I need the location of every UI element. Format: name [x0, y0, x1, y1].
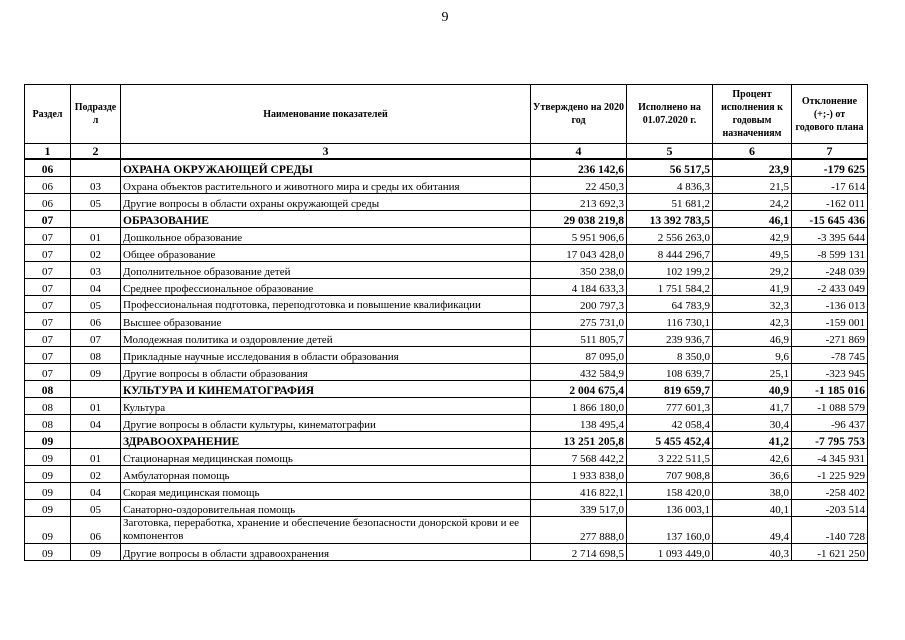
table-row	[25, 517, 868, 544]
approved-cell: 213 692,3	[531, 194, 627, 211]
table-row	[25, 245, 868, 262]
executed-cell: 777 601,3	[627, 398, 713, 415]
razdel-cell: 07	[25, 279, 71, 296]
table-row	[25, 500, 868, 517]
table-row	[25, 194, 868, 211]
indicator-name-cell: Охрана объектов растительного и животного мира и среды их обитания	[121, 177, 531, 194]
column-number: 5	[627, 144, 713, 160]
percent-cell: 42,3	[713, 313, 792, 330]
podrazdel-cell: 05	[71, 500, 121, 517]
approved-cell: 4 184 633,3	[531, 279, 627, 296]
column-number: 7	[792, 144, 868, 160]
razdel-cell: 09	[25, 449, 71, 466]
indicator-name-cell: Другие вопросы в области охраны окружающей среды	[121, 194, 531, 211]
razdel-cell: 07	[25, 313, 71, 330]
razdel-cell: 09	[25, 544, 71, 561]
podrazdel-cell: 06	[71, 313, 121, 330]
podrazdel-cell: 02	[71, 245, 121, 262]
table-row	[25, 466, 868, 483]
indicator-name-cell: Другие вопросы в области образования	[121, 364, 531, 381]
executed-cell: 56 517,5	[627, 159, 713, 177]
executed-cell: 158 420,0	[627, 483, 713, 500]
percent-cell: 46,1	[713, 211, 792, 228]
table-row	[25, 330, 868, 347]
deviation-cell: -78 745	[792, 347, 868, 364]
header-approved: Утверждено на 2020 год	[531, 85, 627, 144]
percent-cell: 40,1	[713, 500, 792, 517]
approved-cell: 277 888,0	[531, 517, 627, 544]
executed-cell: 51 681,2	[627, 194, 713, 211]
percent-cell: 23,9	[713, 159, 792, 177]
column-number-row	[25, 144, 868, 160]
deviation-cell: -258 402	[792, 483, 868, 500]
page-number: 9	[441, 10, 449, 25]
deviation-cell: -159 001	[792, 313, 868, 330]
table-row	[25, 449, 868, 466]
podrazdel-cell: 09	[71, 544, 121, 561]
percent-cell: 36,6	[713, 466, 792, 483]
percent-cell: 29,2	[713, 262, 792, 279]
executed-cell: 136 003,1	[627, 500, 713, 517]
indicator-name-cell: Дополнительное образование детей	[121, 262, 531, 279]
podrazdel-cell: 01	[71, 398, 121, 415]
approved-cell: 7 568 442,2	[531, 449, 627, 466]
percent-cell: 40,9	[713, 381, 792, 398]
executed-cell: 5 455 452,4	[627, 432, 713, 449]
deviation-cell: -2 433 049	[792, 279, 868, 296]
section-row	[25, 159, 868, 177]
podrazdel-cell: 04	[71, 279, 121, 296]
executed-cell: 707 908,8	[627, 466, 713, 483]
percent-cell: 9,6	[713, 347, 792, 364]
razdel-cell: 07	[25, 347, 71, 364]
executed-cell: 116 730,1	[627, 313, 713, 330]
percent-cell: 46,9	[713, 330, 792, 347]
indicator-name-cell: Высшее образование	[121, 313, 531, 330]
indicator-name-cell: Среднее профессиональное образование	[121, 279, 531, 296]
table-row	[25, 415, 868, 432]
razdel-cell: 08	[25, 415, 71, 432]
razdel-cell: 07	[25, 330, 71, 347]
executed-cell: 3 222 511,5	[627, 449, 713, 466]
executed-cell: 1 093 449,0	[627, 544, 713, 561]
executed-cell: 8 444 296,7	[627, 245, 713, 262]
indicator-name-cell: ОХРАНА ОКРУЖАЮЩЕЙ СРЕДЫ	[121, 159, 531, 177]
approved-cell: 200 797,3	[531, 296, 627, 313]
deviation-cell: -8 599 131	[792, 245, 868, 262]
razdel-cell: 09	[25, 517, 71, 544]
executed-cell: 42 058,4	[627, 415, 713, 432]
percent-cell: 49,5	[713, 245, 792, 262]
indicator-name-cell: Другие вопросы в области культуры, кинематографии	[121, 415, 531, 432]
indicator-name-cell: Профессиональная подготовка, переподготовка и повышение квалификации	[121, 296, 531, 313]
header-percent: Процент исполнения к годовым назначениям	[713, 85, 792, 144]
header-deviation: Отклонение (+;-) от годового плана	[792, 85, 868, 144]
table-row	[25, 544, 868, 561]
deviation-cell: -323 945	[792, 364, 868, 381]
approved-cell: 339 517,0	[531, 500, 627, 517]
podrazdel-cell: 05	[71, 296, 121, 313]
approved-cell: 138 495,4	[531, 415, 627, 432]
approved-cell: 2 714 698,5	[531, 544, 627, 561]
indicator-name-cell: Общее образование	[121, 245, 531, 262]
approved-cell: 416 822,1	[531, 483, 627, 500]
podrazdel-cell: 06	[71, 517, 121, 544]
razdel-cell: 06	[25, 194, 71, 211]
razdel-cell: 06	[25, 177, 71, 194]
approved-cell: 22 450,3	[531, 177, 627, 194]
percent-cell: 41,9	[713, 279, 792, 296]
deviation-cell: -179 625	[792, 159, 868, 177]
deviation-cell: -140 728	[792, 517, 868, 544]
indicator-name-cell: Культура	[121, 398, 531, 415]
approved-cell: 87 095,0	[531, 347, 627, 364]
podrazdel-cell	[71, 381, 121, 398]
table-row	[25, 262, 868, 279]
executed-cell: 13 392 783,5	[627, 211, 713, 228]
podrazdel-cell	[71, 211, 121, 228]
approved-cell: 236 142,6	[531, 159, 627, 177]
podrazdel-cell: 01	[71, 449, 121, 466]
column-number: 6	[713, 144, 792, 160]
razdel-cell: 07	[25, 211, 71, 228]
razdel-cell: 09	[25, 466, 71, 483]
table-row	[25, 313, 868, 330]
podrazdel-cell	[71, 432, 121, 449]
razdel-cell: 07	[25, 296, 71, 313]
table-row	[25, 177, 868, 194]
indicator-name-cell: Дошкольное образование	[121, 228, 531, 245]
deviation-cell: -96 437	[792, 415, 868, 432]
deviation-cell: -1 621 250	[792, 544, 868, 561]
section-row	[25, 432, 868, 449]
razdel-cell: 08	[25, 381, 71, 398]
executed-cell: 239 936,7	[627, 330, 713, 347]
approved-cell: 511 805,7	[531, 330, 627, 347]
deviation-cell: -248 039	[792, 262, 868, 279]
razdel-cell: 08	[25, 398, 71, 415]
podrazdel-cell: 01	[71, 228, 121, 245]
razdel-cell: 09	[25, 483, 71, 500]
percent-cell: 30,4	[713, 415, 792, 432]
deviation-cell: -136 013	[792, 296, 868, 313]
header-executed: Исполнено на 01.07.2020 г.	[627, 85, 713, 144]
approved-cell: 17 043 428,0	[531, 245, 627, 262]
indicator-name-cell: Прикладные научные исследования в области образования	[121, 347, 531, 364]
podrazdel-cell: 05	[71, 194, 121, 211]
indicator-name-cell: Стационарная медицинская помощь	[121, 449, 531, 466]
header-name: Наименование показателей	[121, 85, 531, 144]
section-row	[25, 211, 868, 228]
razdel-cell: 07	[25, 245, 71, 262]
indicator-name-cell: ОБРАЗОВАНИЕ	[121, 211, 531, 228]
percent-cell: 38,0	[713, 483, 792, 500]
percent-cell: 40,3	[713, 544, 792, 561]
podrazdel-cell: 03	[71, 177, 121, 194]
executed-cell: 4 836,3	[627, 177, 713, 194]
razdel-cell: 07	[25, 262, 71, 279]
table-row	[25, 279, 868, 296]
deviation-cell: -1 088 579	[792, 398, 868, 415]
razdel-cell: 09	[25, 500, 71, 517]
indicator-name-cell: Санаторно-оздоровительная помощь	[121, 500, 531, 517]
approved-cell: 275 731,0	[531, 313, 627, 330]
indicator-name-cell: Амбулаторная помощь	[121, 466, 531, 483]
deviation-cell: -15 645 436	[792, 211, 868, 228]
table-row	[25, 347, 868, 364]
table-row	[25, 296, 868, 313]
percent-cell: 41,2	[713, 432, 792, 449]
podrazdel-cell: 08	[71, 347, 121, 364]
deviation-cell: -162 011	[792, 194, 868, 211]
approved-cell: 5 951 906,6	[531, 228, 627, 245]
indicator-name-cell: Другие вопросы в области здравоохранения	[121, 544, 531, 561]
executed-cell: 1 751 584,2	[627, 279, 713, 296]
deviation-cell: -17 614	[792, 177, 868, 194]
table-row	[25, 398, 868, 415]
executed-cell: 819 659,7	[627, 381, 713, 398]
executed-cell: 2 556 263,0	[627, 228, 713, 245]
executed-cell: 108 639,7	[627, 364, 713, 381]
indicator-name-cell: Скорая медицинская помощь	[121, 483, 531, 500]
deviation-cell: -203 514	[792, 500, 868, 517]
percent-cell: 42,9	[713, 228, 792, 245]
approved-cell: 432 584,9	[531, 364, 627, 381]
podrazdel-cell: 09	[71, 364, 121, 381]
approved-cell: 1 866 180,0	[531, 398, 627, 415]
approved-cell: 350 238,0	[531, 262, 627, 279]
podrazdel-cell: 04	[71, 483, 121, 500]
indicator-name-cell: Заготовка, переработка, хранение и обеспечение безопасности донорской крови и ее компонентов	[121, 517, 531, 544]
approved-cell: 2 004 675,4	[531, 381, 627, 398]
razdel-cell: 06	[25, 159, 71, 177]
executed-cell: 8 350,0	[627, 347, 713, 364]
table-row	[25, 364, 868, 381]
executed-cell: 64 783,9	[627, 296, 713, 313]
header-podrazdel: Подразде л	[71, 85, 121, 144]
deviation-cell: -1 225 929	[792, 466, 868, 483]
header-razdel: Раздел	[25, 85, 71, 144]
header-row	[25, 85, 868, 144]
executed-cell: 137 160,0	[627, 517, 713, 544]
podrazdel-cell: 04	[71, 415, 121, 432]
column-number: 1	[25, 144, 71, 160]
approved-cell: 13 251 205,8	[531, 432, 627, 449]
percent-cell: 41,7	[713, 398, 792, 415]
table-row	[25, 228, 868, 245]
podrazdel-cell: 03	[71, 262, 121, 279]
deviation-cell: -271 869	[792, 330, 868, 347]
deviation-cell: -4 345 931	[792, 449, 868, 466]
podrazdel-cell	[71, 159, 121, 177]
column-number: 4	[531, 144, 627, 160]
razdel-cell: 07	[25, 364, 71, 381]
indicator-name-cell: Молодежная политика и оздоровление детей	[121, 330, 531, 347]
podrazdel-cell: 07	[71, 330, 121, 347]
approved-cell: 29 038 219,8	[531, 211, 627, 228]
percent-cell: 21,5	[713, 177, 792, 194]
deviation-cell: -3 395 644	[792, 228, 868, 245]
column-number: 3	[121, 144, 531, 160]
section-row	[25, 381, 868, 398]
percent-cell: 24,2	[713, 194, 792, 211]
percent-cell: 49,4	[713, 517, 792, 544]
column-number: 2	[71, 144, 121, 160]
deviation-cell: -7 795 753	[792, 432, 868, 449]
indicator-name-cell: КУЛЬТУРА И КИНЕМАТОГРАФИЯ	[121, 381, 531, 398]
percent-cell: 32,3	[713, 296, 792, 313]
podrazdel-cell: 02	[71, 466, 121, 483]
percent-cell: 25,1	[713, 364, 792, 381]
executed-cell: 102 199,2	[627, 262, 713, 279]
budget-execution-table	[24, 84, 868, 561]
deviation-cell: -1 185 016	[792, 381, 868, 398]
table-row	[25, 483, 868, 500]
razdel-cell: 09	[25, 432, 71, 449]
approved-cell: 1 933 838,0	[531, 466, 627, 483]
indicator-name-cell: ЗДРАВООХРАНЕНИЕ	[121, 432, 531, 449]
percent-cell: 42,6	[713, 449, 792, 466]
razdel-cell: 07	[25, 228, 71, 245]
